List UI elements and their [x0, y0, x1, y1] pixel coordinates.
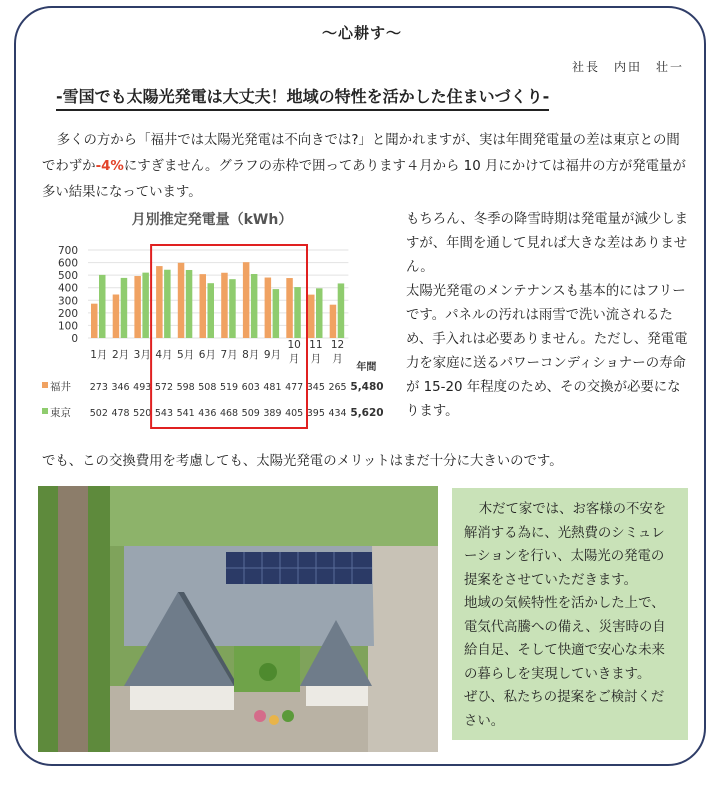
- proposal-paragraph-2: 地域の気候特性を活かした上で、電気代高騰への備え、災害時の自給自足、そして快適で安心な未来の暮らしを実現していきます。: [464, 596, 666, 682]
- legend-swatch: [42, 382, 48, 388]
- bar-8月: [251, 274, 258, 338]
- y-tick-label: 600: [57, 257, 78, 270]
- bar-6月: [200, 274, 207, 338]
- article-headline: -雪国でも太陽光発電は大丈夫！地域の特性を活かした住まいづくり-: [56, 84, 549, 111]
- x-tick-label: 10: [287, 339, 301, 351]
- x-tick-label: 6月: [198, 349, 216, 361]
- table-value: 572: [154, 382, 174, 393]
- y-tick-label: 400: [57, 282, 78, 295]
- x-tick-label: 9月: [263, 349, 282, 361]
- annual-total: 5,620: [350, 407, 384, 419]
- table-value: 345: [306, 382, 325, 393]
- y-tick-label: 500: [57, 270, 78, 283]
- side-paragraph-1: もちろん、冬季の降雪時期は発電量が減少しますが、年間を通して見れば大きな差はありません。: [406, 212, 689, 275]
- annual-header: 年間: [356, 362, 377, 373]
- x-tick-label: 1月: [90, 349, 108, 361]
- summary-line: でも、この交換費用を考慮しても、太陽光発電のメリットはまだ十分に大きいのです。: [42, 454, 563, 469]
- x-tick-label-suffix: 月: [310, 353, 322, 365]
- table-value: 603: [241, 382, 260, 393]
- table-value: 493: [133, 382, 152, 393]
- table-value: 346: [111, 382, 130, 393]
- y-tick-label: 100: [57, 320, 78, 333]
- bar-4月: [164, 270, 171, 338]
- bar-12月: [338, 283, 345, 338]
- legend-label: 福井: [50, 381, 71, 393]
- table-value: 519: [219, 382, 239, 393]
- table-value: 502: [89, 408, 108, 419]
- table-value: 468: [219, 408, 239, 419]
- chart-title: 月別推定発電量（kWh）: [131, 212, 293, 228]
- x-tick-label-suffix: 月: [332, 353, 343, 365]
- legend-swatch: [42, 408, 48, 414]
- table-value: 436: [198, 408, 217, 419]
- intro-text-1: 多くの方から「福井では太陽光発電は不向きでは?」と聞かれますが、実は年間発電量の差は東京との間でわずか: [42, 133, 680, 174]
- bar-1月: [99, 275, 106, 338]
- x-tick-label: 5月: [177, 349, 195, 361]
- highlight-box: [151, 245, 307, 428]
- intro-text-2: にすぎません。グラフの赤枠で囲ってあります４月から 10 月にかけては福井の方が発電量が多い結果になっています。: [42, 159, 686, 200]
- x-tick-label: 7月: [220, 349, 238, 361]
- proposal-paragraph-1: 木だて家では、お客様の不安を解消する為に、光熱費のシミュレーションを行い、太陽光の発電の提案をさせていただきます。: [464, 502, 667, 588]
- table-value: 477: [285, 382, 304, 393]
- x-tick-label: 12: [330, 339, 345, 351]
- house-aerial-photo: [38, 486, 438, 752]
- proposal-box: [452, 488, 688, 740]
- bar-9月: [273, 289, 280, 338]
- bar-3月: [142, 273, 149, 338]
- table-value: 389: [263, 408, 282, 419]
- x-tick-label: 2月: [111, 349, 130, 361]
- table-value: 508: [198, 382, 217, 393]
- table-value: 543: [154, 408, 174, 419]
- y-tick-label: 200: [57, 307, 78, 320]
- x-tick-label: 11: [309, 339, 323, 351]
- bar-7月: [229, 279, 236, 338]
- page-title: ～心耕す～: [321, 24, 402, 42]
- bar-12月: [330, 305, 337, 338]
- bar-8月: [243, 262, 250, 338]
- bar-2月: [113, 295, 120, 338]
- bar-11月: [308, 295, 315, 338]
- difference-highlight: -4%: [95, 159, 124, 174]
- y-tick-label: 300: [57, 295, 78, 308]
- bar-11月: [316, 288, 323, 338]
- bar-5月: [178, 263, 185, 338]
- bar-10月: [286, 278, 293, 338]
- bar-4月: [156, 266, 163, 338]
- proposal-paragraph-3: ぜひ、私たちの提案をご検討ください。: [464, 690, 665, 729]
- x-tick-label: 8月: [242, 349, 260, 361]
- table-value: 541: [176, 408, 195, 419]
- annual-total: 5,480: [350, 381, 384, 393]
- table-value: 395: [306, 408, 325, 419]
- table-value: 509: [241, 408, 260, 419]
- data-table: [42, 360, 384, 419]
- legend-label: 東京: [50, 407, 71, 419]
- bar-9月: [265, 278, 272, 338]
- author-name: 社長 内田 壮一: [571, 60, 684, 74]
- side-paragraph-2: 太陽光発電のメンテナンスも基本的にはフリーです。パネルの汚れは雨雪で洗い流されるため、手入れは必要ありません。ただし、発電電力を家庭に送るパワーコンディショナーの寿命が 15-20 年程度のため、その交換が必要になります。: [406, 284, 688, 419]
- table-value: 273: [89, 382, 108, 393]
- monthly-generation-chart: [36, 204, 396, 432]
- bar-6月: [208, 283, 215, 338]
- x-tick-label-suffix: 月: [288, 353, 300, 365]
- y-tick-label: 700: [57, 245, 78, 257]
- x-tick-label: 3月: [133, 349, 151, 361]
- y-tick-label: 0: [71, 333, 78, 345]
- bar-10月: [294, 287, 301, 338]
- bar-2月: [121, 278, 128, 338]
- maintenance-text: [406, 208, 688, 424]
- x-tick-label: 4月: [155, 349, 173, 361]
- table-value: 520: [133, 408, 152, 419]
- table-value: 405: [285, 408, 304, 419]
- table-value: 478: [111, 408, 130, 419]
- bar-7月: [221, 273, 228, 338]
- table-value: 265: [328, 382, 347, 393]
- bar-3月: [134, 276, 141, 338]
- table-value: 481: [263, 382, 282, 393]
- intro-paragraph: [42, 128, 692, 206]
- y-axis-ticks: [58, 245, 78, 345]
- bar-5月: [186, 270, 193, 338]
- bar-1月: [91, 304, 98, 338]
- table-value: 598: [176, 382, 195, 393]
- table-value: 434: [328, 408, 347, 419]
